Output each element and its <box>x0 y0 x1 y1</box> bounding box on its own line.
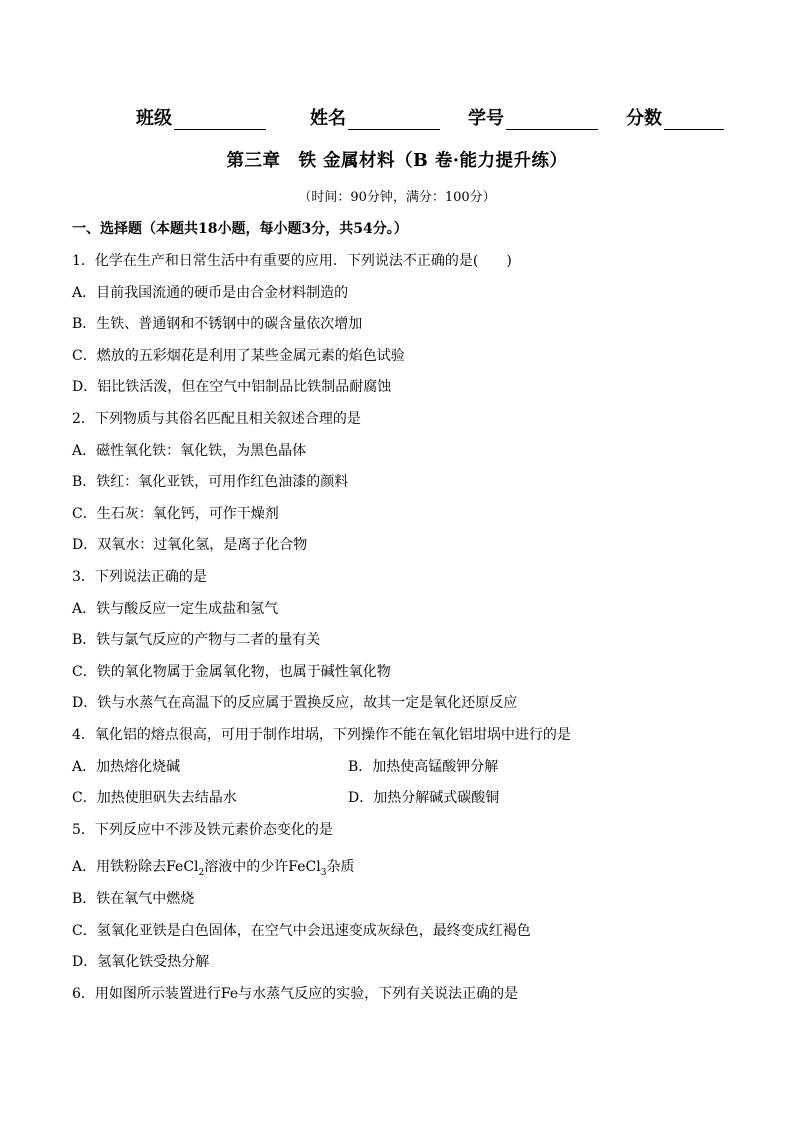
q1-option-b: B．生铁、普通钢和不锈钢中的碳含量依次增加 <box>72 316 363 333</box>
q4-option-d: D．加热分解碱式碳酸铜 <box>348 790 500 807</box>
question-3-stem: 3．下列说法正确的是 <box>72 568 207 585</box>
name-label: 姓名 <box>310 108 346 129</box>
q3-option-d: D．铁与水蒸气在高温下的反应属于置换反应，故其一定是氧化还原反应 <box>72 695 518 712</box>
q5-option-a <box>72 851 732 889</box>
q5-option-a-mid: 溶液中的少许FeCl <box>204 859 321 876</box>
q3-option-c: C．铁的氧化物属于金属氧化物，也属于碱性氧化物 <box>72 663 391 680</box>
id-field[interactable] <box>468 104 598 130</box>
q5-option-a-pre: A．用铁粉除去FeCl <box>72 859 199 876</box>
q5-option-c: C．氢氧化亚铁是白色固体，在空气中会迅速变成灰绿色，最终变成红褐色 <box>72 922 531 939</box>
q4-option-a: A．加热熔化烧碱 <box>72 758 181 775</box>
page-title: 第三章 铁 金属材料（B 卷·能力提升练） <box>226 151 568 171</box>
q3-option-a: A．铁与酸反应一定生成盐和氢气 <box>72 600 279 617</box>
q5-option-b: B．铁在氧气中燃烧 <box>72 891 195 908</box>
q5-option-a-sub1: 2 <box>198 868 205 879</box>
q2-option-d: D．双氧水：过氧化氢，是离子化合物 <box>72 537 308 554</box>
question-5-stem: 5．下列反应中不涉及铁元素价态变化的是 <box>72 821 333 838</box>
id-blank[interactable] <box>506 109 598 130</box>
q5-option-a-post: 杂质 <box>326 859 355 876</box>
q5-option-d: D．氢氧化铁受热分解 <box>72 954 210 971</box>
q4-options-row-1 <box>72 757 732 789</box>
q1-option-c: C．燃放的五彩烟花是利用了某些金属元素的焰色试验 <box>72 347 405 364</box>
question-2-stem: 2．下列物质与其俗名匹配且相关叙述合理的是 <box>72 410 361 427</box>
q2-option-b: B．铁红：氧化亚铁，可用作红色油漆的颜料 <box>72 474 349 491</box>
score-field[interactable] <box>626 104 724 130</box>
page-subtitle: （时间：90分钟，满分：100分） <box>298 190 496 205</box>
score-blank[interactable] <box>664 109 724 130</box>
q5-option-a-sub2: 3 <box>320 868 327 879</box>
questions <box>72 251 732 1016</box>
class-field[interactable] <box>136 104 266 130</box>
section-heading: 一、选择题（本题共18小题，每小题3分，共54分。） <box>72 221 408 237</box>
class-label: 班级 <box>136 108 172 129</box>
name-field[interactable] <box>310 104 440 130</box>
question-6-stem: 6．用如图所示装置进行Fe与水蒸气反应的实验，下列有关说法正确的是 <box>72 986 519 1003</box>
id-label: 学号 <box>468 108 504 129</box>
q4-option-c: C．加热使胆矾失去结晶水 <box>72 790 237 807</box>
q3-option-b: B．铁与氯气反应的产物与二者的量有关 <box>72 632 321 649</box>
name-blank[interactable] <box>348 109 440 130</box>
q1-option-d: D．铝比铁活泼，但在空气中铝制品比铁制品耐腐蚀 <box>72 379 392 396</box>
q4-option-b: B．加热使高锰酸钾分解 <box>348 758 499 775</box>
header-fields <box>136 104 724 130</box>
q1-option-a: A．目前我国流通的硬币是由合金材料制造的 <box>72 284 349 301</box>
q4-options-row-2 <box>72 788 732 820</box>
class-blank[interactable] <box>174 109 266 130</box>
score-label: 分数 <box>626 108 662 129</box>
question-4-stem: 4．氧化铝的熔点很高，可用于制作坩埚，下列操作不能在氧化铝坩埚中进行的是 <box>72 726 571 743</box>
q2-option-a: A．磁性氧化铁：氧化铁，为黑色晶体 <box>72 442 307 459</box>
question-1-stem: 1．化学在生产和日常生活中有重要的应用．下列说法不正确的是( ) <box>72 253 512 269</box>
q2-option-c: C．生石灰：氧化钙，可作干燥剂 <box>72 505 279 522</box>
